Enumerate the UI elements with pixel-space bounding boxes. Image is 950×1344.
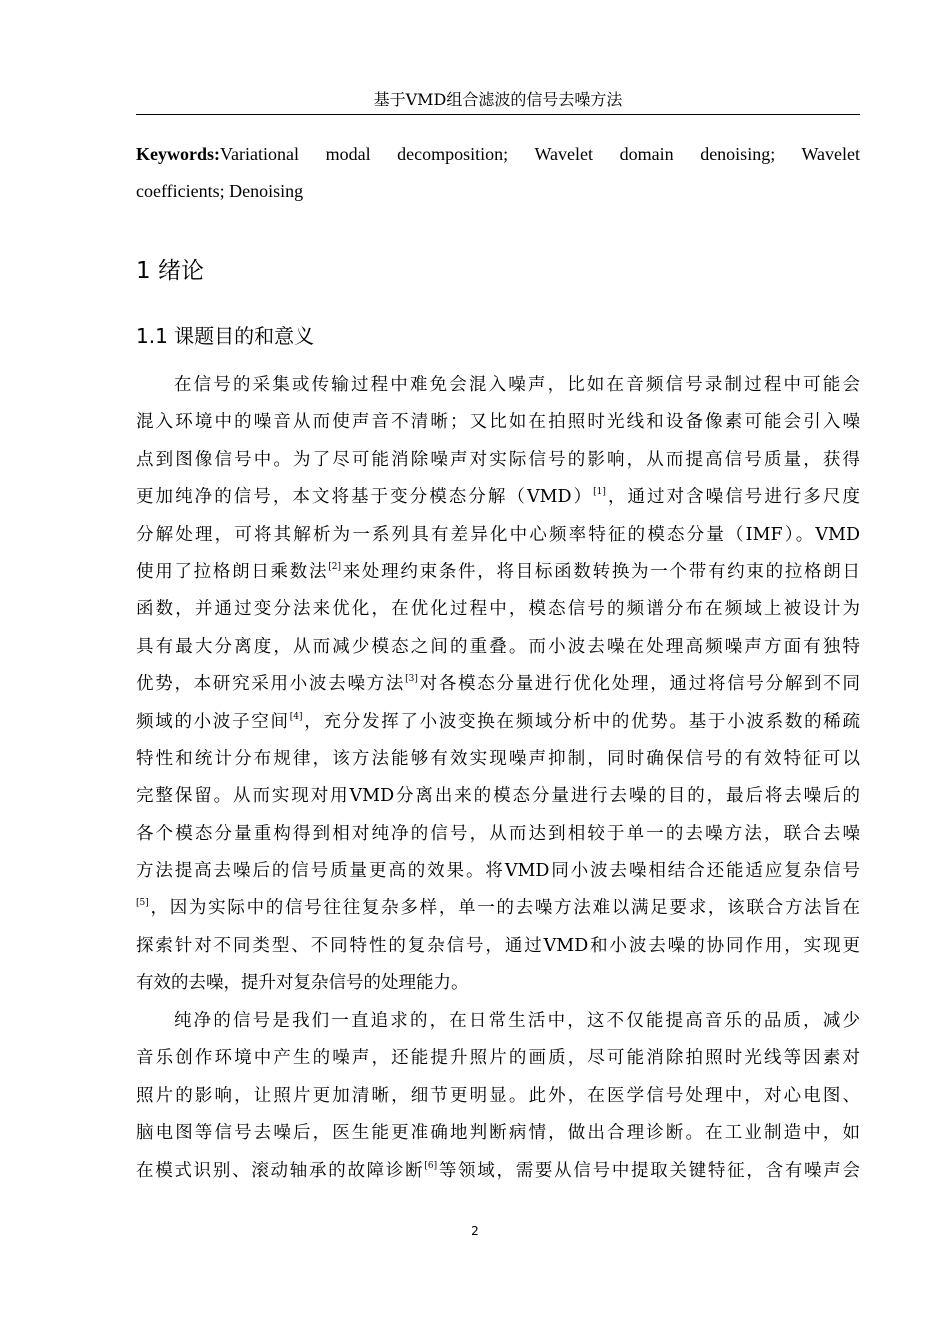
p1-line: 点到图像信号中。为了尽可能消除噪声对实际信号的影响，从而提高信号质量，获得 <box>136 449 860 470</box>
text-segment: ，因为实际中的信号往往复杂多样，单一的去噪方法难以满足要求，该联合方法旨在 <box>148 898 860 919</box>
p2-line: 音乐创作环境中产生的噪声，还能提升照片的画质，尽可能消除拍照时光线等因素对 <box>136 1048 860 1069</box>
text-segment: 来处理约束条件，将目标函数转换为一个带有约束的拉格朗日 <box>340 561 861 582</box>
p1-line: 各个模态分量重构得到相对纯净的信号，从而达到相较于单一的去噪方法，联合去噪 <box>136 823 860 844</box>
p1-line: 探索针对不同类型、不同特性的复杂信号，通过VMD和小波去噪的协同作用，实现更 <box>136 935 860 956</box>
paragraph-1 <box>136 367 860 1003</box>
paragraph-2 <box>136 1003 860 1190</box>
keywords-line-1 <box>136 136 860 173</box>
p1-line <box>136 666 860 703</box>
p1-line: 具有最大分离度，从而减少模态之间的重叠。而小波去噪在处理高频噪声方面有独特 <box>136 636 860 657</box>
p1-line <box>136 479 860 516</box>
text-segment: 优势，本研究采用小波去噪方法 <box>136 674 406 695</box>
p2-line: 照片的影响，让照片更加清晰，细节更明显。此外，在医学信号处理中，对心电图、 <box>136 1085 860 1106</box>
keywords-block <box>136 136 860 211</box>
section-heading: 1.1 课题目的和意义 <box>136 324 315 348</box>
text-segment: 频域的小波子空间 <box>136 711 290 732</box>
p1-line: 完整保留。从而实现对用VMD分离出来的模态分量进行去噪的目的，最后将去噪后的 <box>136 786 860 807</box>
p1-line: 混入环境中的噪音从而使声音不清晰；又比如在拍照时光线和设备像素可能会引入噪 <box>136 412 860 433</box>
p1-line: 特性和统计分布规律，该方法能够有效实现噪声抑制，同时确保信号的有效特征可以 <box>136 748 860 769</box>
text-segment: 使用了拉格朗日乘数法 <box>136 561 329 582</box>
p1-line: 在信号的采集或传输过程中难免会混入噪声，比如在音频信号录制过程中可能会 <box>174 375 860 395</box>
chapter-heading: 1 绪论 <box>136 258 204 284</box>
p2-line: 脑电图等信号去噪后，医生能更准确地判断病情，做出合理诊断。在工业制造中，如 <box>136 1123 860 1144</box>
p1-line <box>136 890 860 927</box>
p2-line: 纯净的信号是我们一直追求的，在日常生活中，这不仅能提高音乐的品质，减少 <box>174 1011 860 1031</box>
keywords-label: Keywords: <box>136 144 220 164</box>
citation-ref: [5] <box>136 898 149 909</box>
p1-line: 有效的去噪，提升对复杂信号的处理能力。 <box>136 973 469 994</box>
text-segment: 对各模态分量进行优化处理，通过将信号分解到不同 <box>417 674 861 695</box>
p1-line <box>136 704 860 741</box>
text-segment: ，充分发挥了小波变换在频域分析中的优势。基于小波系数的稀疏 <box>302 711 861 732</box>
running-header: 基于VMD组合滤波的信号去噪方法 <box>136 90 860 115</box>
p1-line: 分解处理，可将其解析为一系列具有差异化中心频率特征的模态分量（IMF）。VMD <box>136 524 860 545</box>
keywords-text-1: Variational modal decomposition; Wavelet domain denoising; Wavelet <box>220 144 860 164</box>
citation-ref: [6] <box>424 1160 438 1171</box>
text-segment: 在模式识别、滚动轴承的故障诊断 <box>136 1160 425 1181</box>
text-segment: ，通过对含噪信号进行多尺度 <box>605 487 861 508</box>
text-segment: 等领域，需要从信号中提取关键特征，含有噪声会 <box>437 1160 860 1181</box>
citation-ref: [4] <box>289 711 303 722</box>
p1-line <box>136 554 860 591</box>
p1-line: 函数，并通过变分法来优化，在优化过程中，模态信号的频谱分布在频域上被设计为 <box>136 599 860 620</box>
text-segment: 更加纯净的信号，本文将基于变分模态分解（VMD） <box>136 487 594 508</box>
keywords-line-2: coefficients; Denoising <box>136 181 304 202</box>
citation-ref: [1] <box>593 487 606 498</box>
citation-ref: [2] <box>328 561 341 572</box>
p1-line: 方法提高去噪后的信号质量更高的效果。将VMD同小波去噪相结合还能适应复杂信号 <box>136 861 860 882</box>
citation-ref: [3] <box>405 674 418 685</box>
p2-line <box>136 1153 860 1190</box>
page-number: 2 <box>471 1224 479 1238</box>
